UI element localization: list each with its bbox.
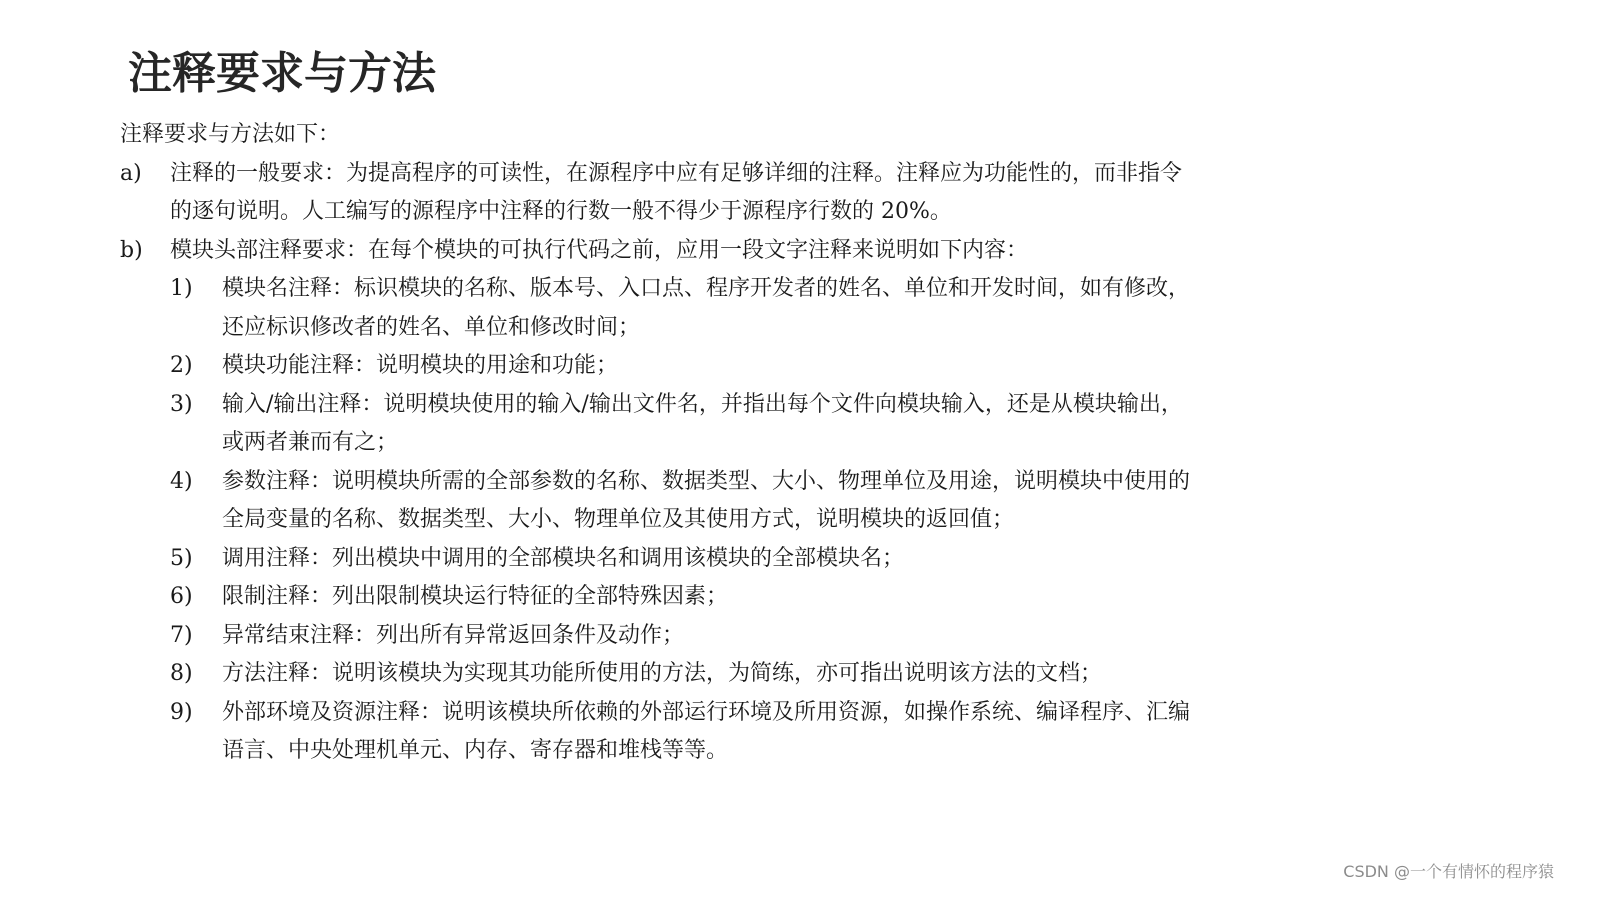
sublist-marker: 7): [170, 622, 193, 648]
watermark: CSDN @一个有情怀的程序猿: [1343, 862, 1554, 881]
sublist-item-7: [120, 617, 1220, 656]
sublist-marker: 9): [170, 699, 193, 725]
document-body: [120, 116, 1220, 771]
list-item-text: 模块头部注释要求：在每个模块的可执行代码之前，应用一段文字注释来说明如下内容：: [170, 237, 1029, 263]
sublist-marker: 4): [170, 468, 193, 494]
sublist-marker: 2): [170, 353, 193, 378]
list-item-text: 注释的一般要求：为提高程序的可读性，在源程序中应有足够详细的注释。注释应为功能性的，而非指令的逐句说明。人工编写的源程序中注释的行数一般不得少于源程序行数的 20%。: [170, 160, 1183, 224]
sublist-item-1: [120, 270, 1220, 347]
sublist-marker: 5): [170, 545, 193, 571]
sublist-marker: 8): [170, 661, 193, 686]
sublist-item-6: [120, 578, 1220, 617]
sublist: [120, 270, 1220, 771]
sublist-marker: 6): [170, 584, 193, 609]
sublist-item-text: 限制注释：列出限制模块运行特征的全部特殊因素；: [222, 584, 729, 609]
list-marker: a): [120, 160, 142, 186]
list-item-b: [120, 232, 1220, 271]
sublist-marker: 1): [170, 276, 193, 301]
sublist-item-text: 输入/输出注释：说明模块使用的输入/输出文件名，并指出每个文件向模块输入，还是从模块输出，或两者兼而有之；: [222, 391, 1183, 455]
sublist-item-text: 调用注释：列出模块中调用的全部模块名和调用该模块的全部模块名；: [222, 545, 905, 571]
sublist-item-text: 参数注释：说明模块所需的全部参数的名称、数据类型、大小、物理单位及用途，说明模块中使用的全局变量的名称、数据类型、大小、物理单位及其使用方式，说明模块的返回值；: [222, 468, 1191, 532]
sublist-item-text: 异常结束注释：列出所有异常返回条件及动作；: [222, 622, 685, 648]
sublist-item-2: [120, 347, 1220, 386]
sublist-item-text: 外部环境及资源注释：说明该模块所依赖的外部运行环境及所用资源，如操作系统、编译程序、汇编语言、中央处理机单元、内存、寄存器和堆栈等等。: [222, 699, 1191, 763]
sublist-item-4: [120, 463, 1220, 540]
sublist-item-text: 方法注释：说明该模块为实现其功能所使用的方法，为简练，亦可指出说明该方法的文档；: [222, 661, 1103, 686]
sublist-item-3: [120, 386, 1220, 463]
sublist-item-9: [120, 694, 1220, 771]
sublist-item-text: 模块功能注释：说明模块的用途和功能；: [222, 353, 619, 378]
sublist-item-8: [120, 655, 1220, 694]
sublist-marker: 3): [170, 391, 193, 417]
list-item-a: [120, 155, 1220, 232]
sublist-item-5: [120, 540, 1220, 579]
slide-title: 注释要求与方法: [128, 48, 436, 99]
intro-text: 注释要求与方法如下：: [120, 122, 341, 147]
list-marker: b): [120, 237, 143, 263]
sublist-item-text: 模块名注释：标识模块的名称、版本号、入口点、程序开发者的姓名、单位和开发时间，如有修改，还应标识修改者的姓名、单位和修改时间；: [222, 276, 1191, 340]
